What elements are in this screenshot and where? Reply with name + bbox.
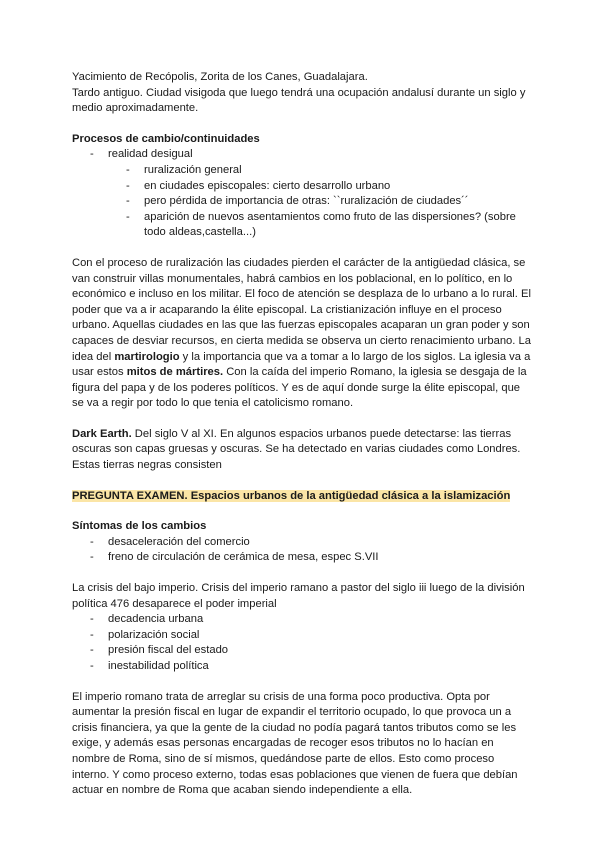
crisis-paragraph: La crisis del bajo imperio. Crisis del imperio ramano a pastor del siglo iii luego de la división política 476 desaparece el poder imperial bbox=[72, 582, 525, 610]
procesos-list bbox=[72, 147, 534, 163]
document-page bbox=[72, 70, 534, 799]
dash-bullet: - bbox=[126, 195, 130, 208]
crisis-list bbox=[72, 612, 534, 674]
procesos-sublist bbox=[72, 163, 534, 241]
dark-earth-paragraph: Dark Earth. Del siglo V al XI. En algunos espacios urbanos puede detectarse: las tierras oscuras son capas gruesas y oscuras. Se ha detectado en varias ciudades como Londres. Estas tierras negras consisten bbox=[72, 427, 521, 472]
list-item: - aparición de nuevos asentamientos como fruto de las dispersiones? (sobre todo aldeas,castella...) bbox=[126, 210, 516, 239]
sintomas-heading: Síntomas de los cambios bbox=[72, 520, 207, 533]
intro-line-1: Yacimiento de Recópolis, Zorita de los Canes, Guadalajara. bbox=[72, 71, 368, 83]
list-item: - desaceleración del comercio bbox=[72, 535, 534, 551]
dash-bullet: - bbox=[90, 535, 94, 548]
list-item: - pero pérdida de importancia de otras: ``ruralización de ciudades´´ bbox=[72, 194, 534, 210]
dash-bullet: - bbox=[90, 551, 94, 564]
procesos-heading: Procesos de cambio/continuidades bbox=[72, 132, 260, 145]
list-item: - ruralización general bbox=[72, 163, 534, 179]
list-item: - decadencia urbana bbox=[72, 612, 534, 628]
sintomas-list bbox=[72, 535, 534, 566]
dash-bullet: - bbox=[126, 163, 130, 176]
dash-bullet: - bbox=[90, 148, 94, 161]
list-item: - inestabilidad política bbox=[72, 659, 534, 675]
ruralizacion-paragraph: Con el proceso de ruralización las ciudades pierden el carácter de la antigüedad clásica, se van construir villas monumentales, habrá cambios en los poblacional, en lo político, en lo económico e incluso en los militar. El foco de atención se desplaza de lo urbano a lo rural. El poder que va a ir acaparando la élite episcopal. La cristianización influye en el proceso urbano. Aquellas ciudades en las que las fuerzas episcopales acaparan un gran poder y son capaces de desviar recursos, en cierta medida se observa un cierto renacimiento urbano. La idea del martirologio y la importancia que va a tomar a lo largo de los siglos. La iglesia va a usar estos mitos de mártires. Con la caída del imperio Romano, la iglesia se desgaja de la figura del papa y de los poderes políticos. Y es de aquí donde surge la élite episcopal, que se va a regir por todo lo que tenia el catolicismo romano. bbox=[72, 256, 531, 410]
imperio-paragraph: El imperio romano trata de arreglar su crisis de una forma poco productiva. Opta por aumentar la presión fiscal en lugar de expandir el territorio ocupado, lo que provoca un a crisis financiera, ya que la gente de la ciudad no podía pagará tantos tributos como se les exige, y además esas personas encargadas de recoger esos tributos no lo hacían en nombre de Roma, sino de sí mismos, quedándose parte de ellos. Esto como proceso interno. Y como proceso externo, todas esas poblaciones que vienen de fuera que debían actuar en nombre de Roma que acaban siendo independiente a ella. bbox=[72, 690, 518, 797]
dash-bullet: - bbox=[126, 179, 130, 192]
dash-bullet: - bbox=[90, 628, 94, 641]
dash-bullet: - bbox=[90, 613, 94, 626]
list-item: - polarización social bbox=[72, 628, 534, 644]
dash-bullet: - bbox=[90, 660, 94, 672]
exam-question-heading: PREGUNTA EXAMEN. Espacios urbanos de la antigüedad clásica a la islamización bbox=[72, 489, 511, 502]
list-item: - realidad desigual bbox=[72, 147, 534, 163]
list-item: - presión fiscal del estado bbox=[72, 643, 534, 659]
list-item: - freno de circulación de cerámica de mesa, espec S.VII bbox=[72, 550, 534, 566]
dash-bullet: - bbox=[90, 644, 94, 657]
dash-bullet: - bbox=[126, 210, 130, 223]
intro-line-2: Tardo antiguo. Ciudad visigoda que luego tendrá una ocupación andalusí durante un siglo y medio aproximadamente. bbox=[72, 86, 526, 115]
list-item: - en ciudades episcopales: cierto desarrollo urbano bbox=[72, 179, 534, 195]
